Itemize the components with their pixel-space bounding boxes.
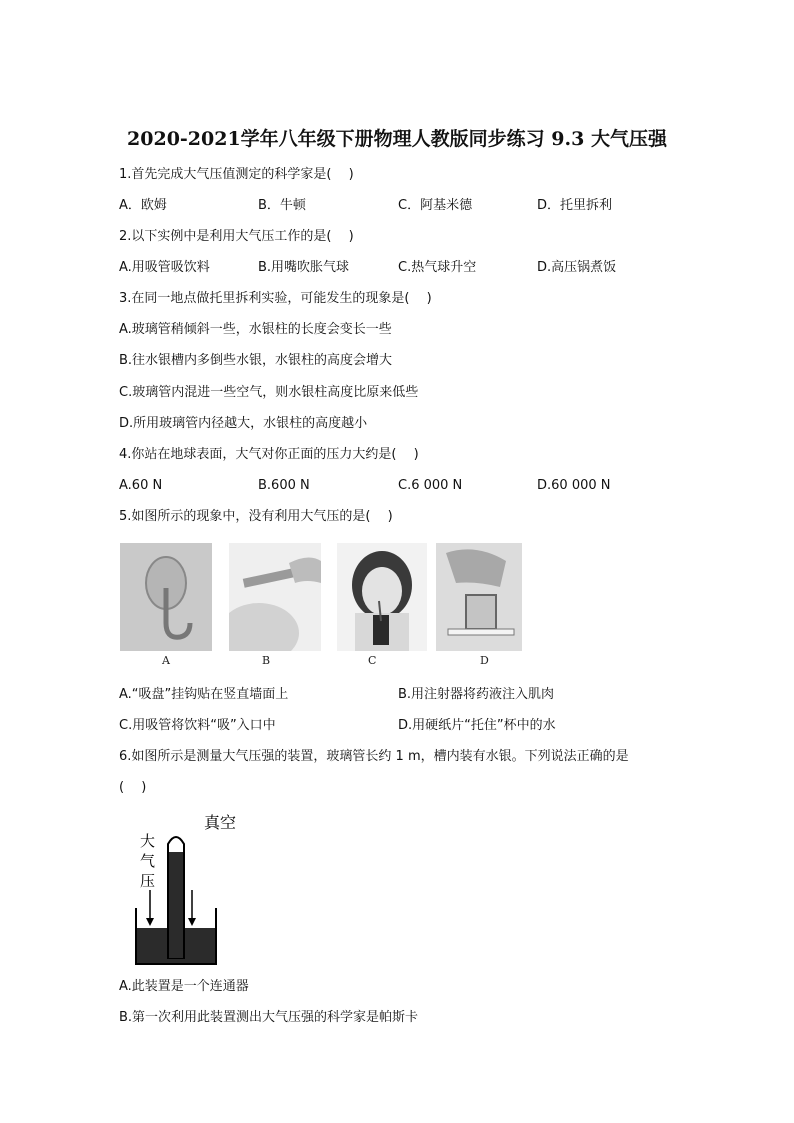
- q6-option-a: A.此装置是一个连通器: [119, 979, 249, 994]
- q4-option-c: C.6 000 N: [398, 478, 463, 493]
- q5-option-a: A.“吸盘”挂钩贴在竖直墙面上: [119, 687, 289, 702]
- q1-option-a: A．欧姆: [119, 198, 167, 213]
- vacuum-label: 真空: [204, 813, 237, 832]
- q5-stem: 5.如图所示的现象中，没有利用大气压的是( ): [119, 509, 393, 524]
- photo-label-d: D: [480, 654, 489, 667]
- q4-option-d: D.60 000 N: [537, 478, 611, 493]
- q1-options: [119, 197, 719, 215]
- card-water-photo: [436, 543, 522, 651]
- q6-option-b: B.第一次利用此装置测出大气压强的科学家是帕斯卡: [119, 1010, 419, 1025]
- syringe-photo: [229, 543, 321, 651]
- photo-label-c: C: [368, 654, 377, 667]
- q3-option-d: D.所用玻璃管内径越大，水银柱的高度越小: [119, 416, 368, 431]
- q2-option-c: C.热气球升空: [398, 260, 477, 275]
- q1-option-d: D．托里拆利: [537, 198, 613, 213]
- q3-option-b: B.往水银槽内多倒些水银，水银柱的高度会增大: [119, 353, 393, 368]
- q5-option-c: C.用吸管将饮料“吸”入口中: [119, 718, 276, 733]
- q6-paren: ( ): [119, 780, 147, 795]
- photo-label-b: B: [262, 654, 271, 667]
- pressure-label-2: 气: [140, 852, 156, 870]
- q1-stem: 1.首先完成大气压值测定的科学家是( ): [119, 167, 354, 182]
- drinking-straw-photo: [337, 543, 427, 651]
- q3-option-a: A.玻璃管稍倾斜一些，水银柱的长度会变长一些: [119, 322, 392, 337]
- q4-option-a: A.60 N: [119, 478, 163, 493]
- pressure-label-1: 大: [140, 832, 156, 850]
- q3-stem: 3.在同一地点做托里拆利实验，可能发生的现象是( ): [119, 291, 432, 306]
- q5-options-row-1: [119, 686, 719, 704]
- q4-option-b: B.600 N: [258, 478, 310, 493]
- page-title: 2020-2021学年八年级下册物理人教版同步练习 9.3 大气压强: [127, 128, 667, 150]
- q2-options: [119, 259, 719, 277]
- q5-options-row-2: [119, 717, 719, 735]
- q2-option-a: A.用吸管吸饮料: [119, 260, 210, 275]
- pressure-label-3: 压: [140, 872, 156, 890]
- q4-options: [119, 477, 719, 495]
- q3-option-c: C.玻璃管内混进一些空气，则水银柱高度比原来低些: [119, 385, 419, 400]
- q4-stem: 4.你站在地球表面，大气对你正面的压力大约是( ): [119, 447, 419, 462]
- torricelli-diagram: [128, 808, 248, 968]
- q2-option-b: B.用嘴吹胀气球: [258, 260, 350, 275]
- photo-label-a: A: [162, 654, 170, 667]
- suction-hook-photo: [120, 543, 212, 651]
- q2-stem: 2.以下实例中是利用大气压工作的是( ): [119, 229, 354, 244]
- q1-option-b: B．牛顿: [258, 198, 306, 213]
- q5-option-d: D.用硬纸片“托住”杯中的水: [398, 718, 556, 733]
- q6-stem: 6.如图所示是测量大气压强的装置，玻璃管长约 1 m，槽内装有水银。下列说法正确的是: [119, 749, 629, 764]
- q5-option-b: B.用注射器将药液注入肌肉: [398, 687, 555, 702]
- q1-option-c: C．阿基米德: [398, 198, 473, 213]
- q2-option-d: D.高压锅煮饭: [537, 260, 617, 275]
